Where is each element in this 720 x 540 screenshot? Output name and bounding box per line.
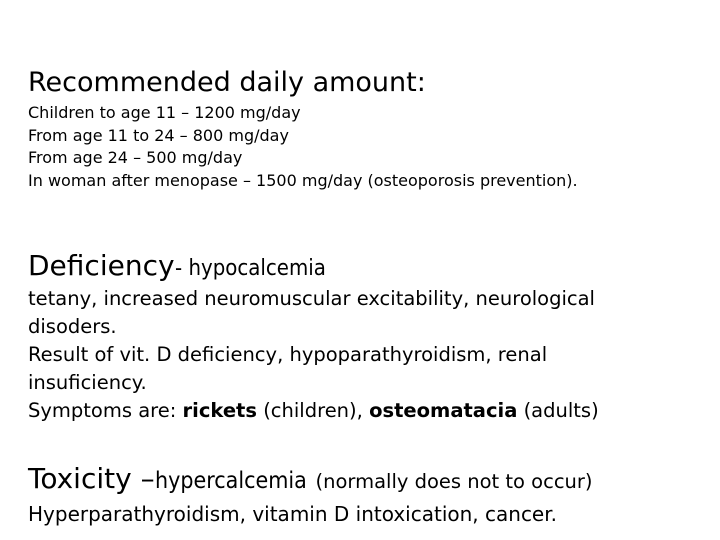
deficiency-symptoms	[28, 397, 599, 425]
recommended-list	[28, 102, 578, 192]
recommended-line-age-24: From age 24 – 500 mg/day	[28, 148, 243, 167]
deficiency-subtitle: - hypocalcemia	[174, 256, 326, 281]
symptoms-prefix: Symptoms are:	[28, 399, 183, 422]
symptoms-osteomatacia: osteomatacia	[369, 399, 518, 422]
deficiency-line-1a: tetany, increased neuromuscular excitability, neurological	[28, 287, 595, 310]
recommended-line-age-11-24: From age 11 to 24 – 800 mg/day	[28, 125, 289, 145]
toxicity-note: (normally does not to occur)	[309, 470, 593, 493]
deficiency-details	[28, 285, 599, 425]
recommended-line-children: Children to age 11 – 1200 mg/day	[28, 103, 301, 122]
deficiency-title: Deficiency	[28, 249, 175, 282]
toxicity-title: Toxicity –	[28, 462, 155, 495]
toxicity-heading	[28, 462, 593, 500]
symptoms-rickets: rickets	[182, 399, 257, 422]
deficiency-line-2a: Result of vit. D deficiency, hypoparathyroidism, renal	[28, 343, 548, 366]
deficiency-line-1b: disoders.	[28, 315, 117, 338]
deficiency-line-2b: insuficiency.	[28, 371, 147, 394]
symptoms-children: (children),	[257, 399, 370, 422]
deficiency-heading	[28, 249, 342, 287]
toxicity-causes: Hyperparathyroidism, vitamin D intoxication, cancer.	[28, 502, 557, 526]
recommended-line-menopause: In woman after menopase – 1500 mg/day (osteoporosis prevention).	[28, 170, 578, 190]
recommended-heading: Recommended daily amount:	[28, 67, 426, 98]
toxicity-subtitle: hypercalcemia	[154, 468, 307, 494]
symptoms-adults: (adults)	[517, 399, 599, 422]
